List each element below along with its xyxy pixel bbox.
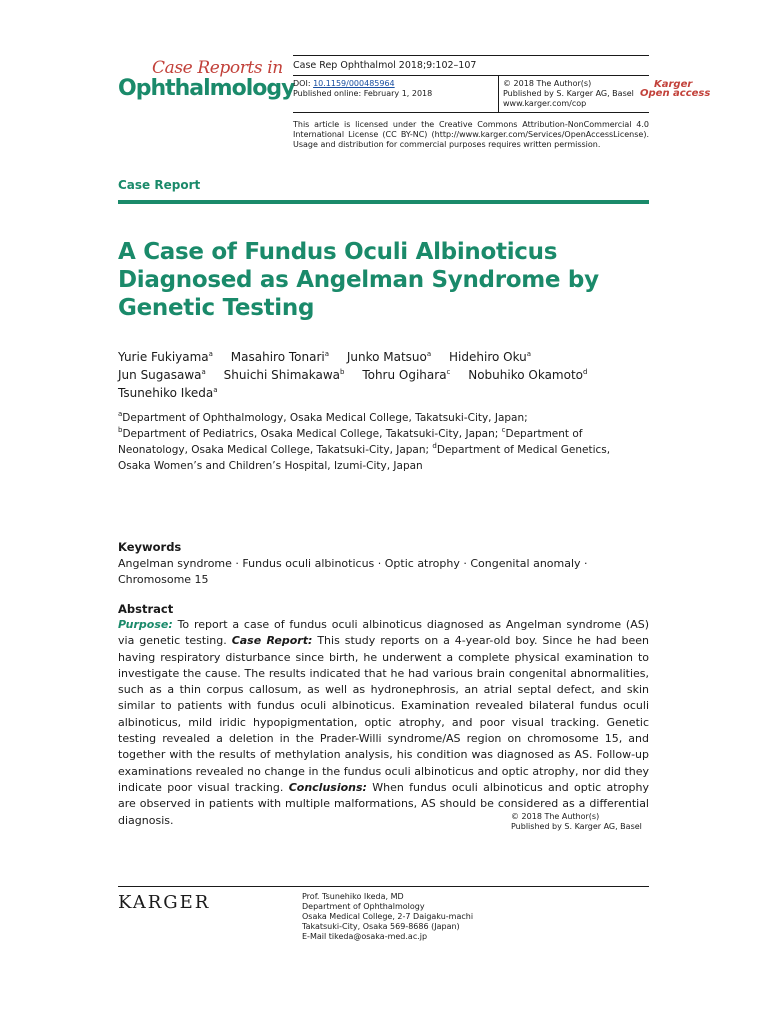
affiliation: $^b$Department of Pediatrics, Osaka Medical College, Takatsuki-City, Japan;	[118, 426, 499, 440]
affiliations	[118, 410, 618, 474]
author-list	[118, 348, 649, 402]
header-copyright-line: © 2018 The Author(s)	[503, 79, 592, 88]
abstract-copyright-line: © 2018 The Author(s)	[511, 812, 600, 821]
contact-line: Takatsuki-City, Osaka 569-8686 (Japan)	[302, 922, 460, 931]
affiliation: $^c$Department of Neonatology, Osaka Medical College, Takatsuki-City, Japan;	[118, 426, 583, 456]
author: Masahiro Tonari$^a$	[230, 350, 330, 364]
abstract-copyright	[511, 812, 642, 832]
karger-oa-line: Karger	[654, 79, 693, 90]
doi-prefix: DOI:	[293, 79, 314, 88]
author: Tsunehiko Ikeda$^a$	[118, 386, 218, 400]
header-rule-mid	[293, 75, 649, 76]
abstract-copyright-line: Published by S. Karger AG, Basel	[511, 822, 642, 831]
header-copyright	[503, 79, 634, 109]
conclusions-label: Conclusions:	[288, 780, 367, 794]
affiliation: $^d$Department of Medical Genetics, Osaka Women’s and Children’s Hospital, Izumi-City, Japan	[118, 442, 611, 472]
contact-email[interactable]: E-Mail tikeda@osaka-med.ac.jp	[302, 932, 428, 941]
doi-link[interactable]: 10.1159/000485964	[313, 79, 395, 88]
author: Shuichi Shimakawa$^b$	[223, 368, 345, 382]
header-rule-top	[293, 55, 649, 56]
header-rule-bottom	[293, 112, 649, 113]
contact-line: Prof. Tsunehiko Ikeda, MD	[302, 892, 404, 901]
author: Yurie Fukiyama$^a$	[118, 350, 213, 364]
case-report-text: This study reports on a 4-year-old boy. Since he had been having respiratory disturbance since birth, he underwent a complete physical examination to investigate the cause. The results indicated that he had various brain congenital abnormalities, such as a thin corpus callosum, as well as hydronephrosis, an atrial septal defect, and skin similar to patients with fundus oculi albinoticus. Examination revealed bilateral fundus oculi albinoticus, mild iridic hypopigmentation, optic atrophy, and poor visual tracking. Genetic testing revealed a deletion in the Prader-Willi syndrome/AS region on chromosome 15, and together with the results of methylation analysis, his condition was diagnosed as AS. Follow-up examinations revealed no change in the fundus oculi albinoticus and optic atrophy, nor did they indicate poor visual tracking.	[118, 634, 649, 794]
abstract-heading: Abstract	[118, 602, 174, 616]
journal-logo-top: Case Reports in	[152, 58, 283, 78]
keywords-heading: Keywords	[118, 540, 182, 554]
case-report-label: Case Report:	[231, 634, 313, 648]
author: Junko Matsuo$^a$	[346, 350, 432, 364]
section-bar	[118, 200, 649, 204]
author: Hidehiro Oku$^a$	[449, 350, 532, 364]
header-divider	[498, 76, 499, 112]
karger-oa-line: Open access	[640, 88, 711, 99]
article-title: A Case of Fundus Oculi Albinoticus Diagnosed as Angelman Syndrome by Genetic Testing	[118, 239, 599, 321]
contact-line: Department of Ophthalmology	[302, 902, 425, 911]
published-date: Published online: February 1, 2018	[293, 89, 433, 98]
journal-logo-main: Ophthalmology	[118, 76, 295, 101]
karger-logo: KARGER	[118, 892, 211, 913]
citation: Case Rep Ophthalmol 2018;9:102–107	[293, 60, 477, 71]
conclusions-text: When fundus oculi albinoticus and optic atrophy are observed in patients with multiple malformations, AS should be considered as a differential diagnosis.	[118, 780, 650, 827]
article-type: Case Report	[118, 178, 201, 192]
doi-line	[293, 79, 395, 89]
footer-rule	[118, 886, 649, 887]
author: Nobuhiko Okamoto$^d$	[468, 368, 588, 382]
correspondence-block	[302, 892, 473, 942]
author: Jun Sugasawa$^a$	[118, 368, 206, 382]
contact-line: Osaka Medical College, 2-7 Daigaku-machi	[302, 912, 474, 921]
keywords-text: Angelman syndrome · Fundus oculi albinoticus · Optic atrophy · Congenital anomaly · Chromosome 15	[118, 557, 588, 586]
purpose-label: Purpose:	[118, 618, 173, 631]
affiliation: $^a$Department of Ophthalmology, Osaka Medical College, Takatsuki-City, Japan;	[118, 410, 528, 424]
karger-open-access-logo	[640, 80, 720, 98]
purpose-text: To report a case of fundus oculi albinoticus diagnosed as Angelman syndrome (AS) via genetic testing.	[118, 618, 649, 648]
header-copyright-url[interactable]: www.karger.com/cop	[503, 99, 587, 108]
abstract-text	[118, 617, 649, 829]
author: Tohru Ogihara$^c$	[362, 368, 451, 382]
header-copyright-line: Published by S. Karger AG, Basel	[503, 89, 634, 98]
license-text: This article is licensed under the Creative Commons Attribution-NonCommercial 4.0 International License (CC BY-NC) (http://www.karger.com/Services/OpenAccessLicense). Usage and distribution for commercial purposes requires written permission.	[293, 120, 649, 149]
